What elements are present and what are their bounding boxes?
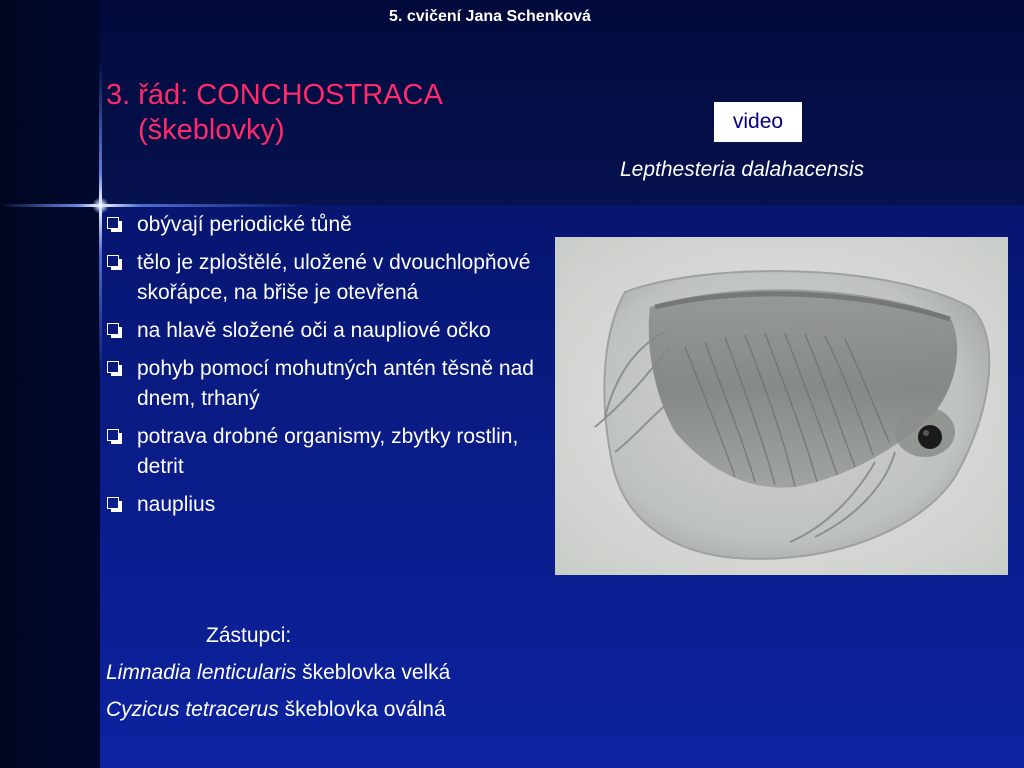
representatives-heading: Zástupci: — [206, 624, 292, 647]
bullet-item — [105, 490, 535, 520]
representative-item — [106, 661, 450, 685]
slide-title-line2: (škeblovky) — [138, 114, 285, 146]
light-flare-horizontal — [0, 204, 310, 207]
light-flare-vertical — [99, 60, 102, 380]
bullet-item — [105, 422, 535, 482]
bullet-list — [105, 210, 535, 528]
slide-header: 5. cvičení Jana Schenková — [389, 8, 591, 25]
bullet-item — [105, 316, 535, 346]
checkbox-bullet-icon — [107, 255, 119, 267]
specimen-photo — [555, 237, 1008, 575]
checkbox-bullet-icon — [107, 361, 119, 373]
checkbox-bullet-icon — [107, 429, 119, 441]
bullet-item — [105, 210, 535, 240]
species-caption: Lepthesteria dalahacensis — [620, 158, 865, 181]
bullet-text: obývají periodické tůně — [137, 213, 352, 236]
representative-czech: škeblovka oválná — [284, 698, 446, 721]
slide-title — [106, 78, 546, 148]
bullet-text: tělo je zploštělé, uložené v dvouchlopňové skořápce, na břiše je otevřená — [137, 251, 531, 304]
checkbox-bullet-icon — [107, 323, 119, 335]
representative-latin: Cyzicus tetracerus — [106, 698, 279, 721]
slide-title-line1: 3. řád: CONCHOSTRACA — [106, 79, 443, 111]
representative-latin: Limnadia lenticularis — [106, 661, 297, 684]
checkbox-bullet-icon — [107, 217, 119, 229]
bullet-item — [105, 248, 535, 308]
left-band — [0, 0, 100, 768]
representative-item — [106, 698, 446, 722]
bullet-text: potrava drobné organismy, zbytky rostlin, detrit — [137, 425, 519, 478]
bullet-text: na hlavě složené oči a naupliové očko — [137, 319, 491, 342]
video-link-button[interactable]: video — [714, 102, 802, 142]
checkbox-bullet-icon — [107, 497, 119, 509]
bullet-text: pohyb pomocí mohutných antén těsně nad dnem, trhaný — [137, 357, 534, 410]
representative-czech: škeblovka velká — [302, 661, 451, 684]
bullet-text: nauplius — [137, 493, 216, 516]
bullet-item — [105, 354, 535, 414]
